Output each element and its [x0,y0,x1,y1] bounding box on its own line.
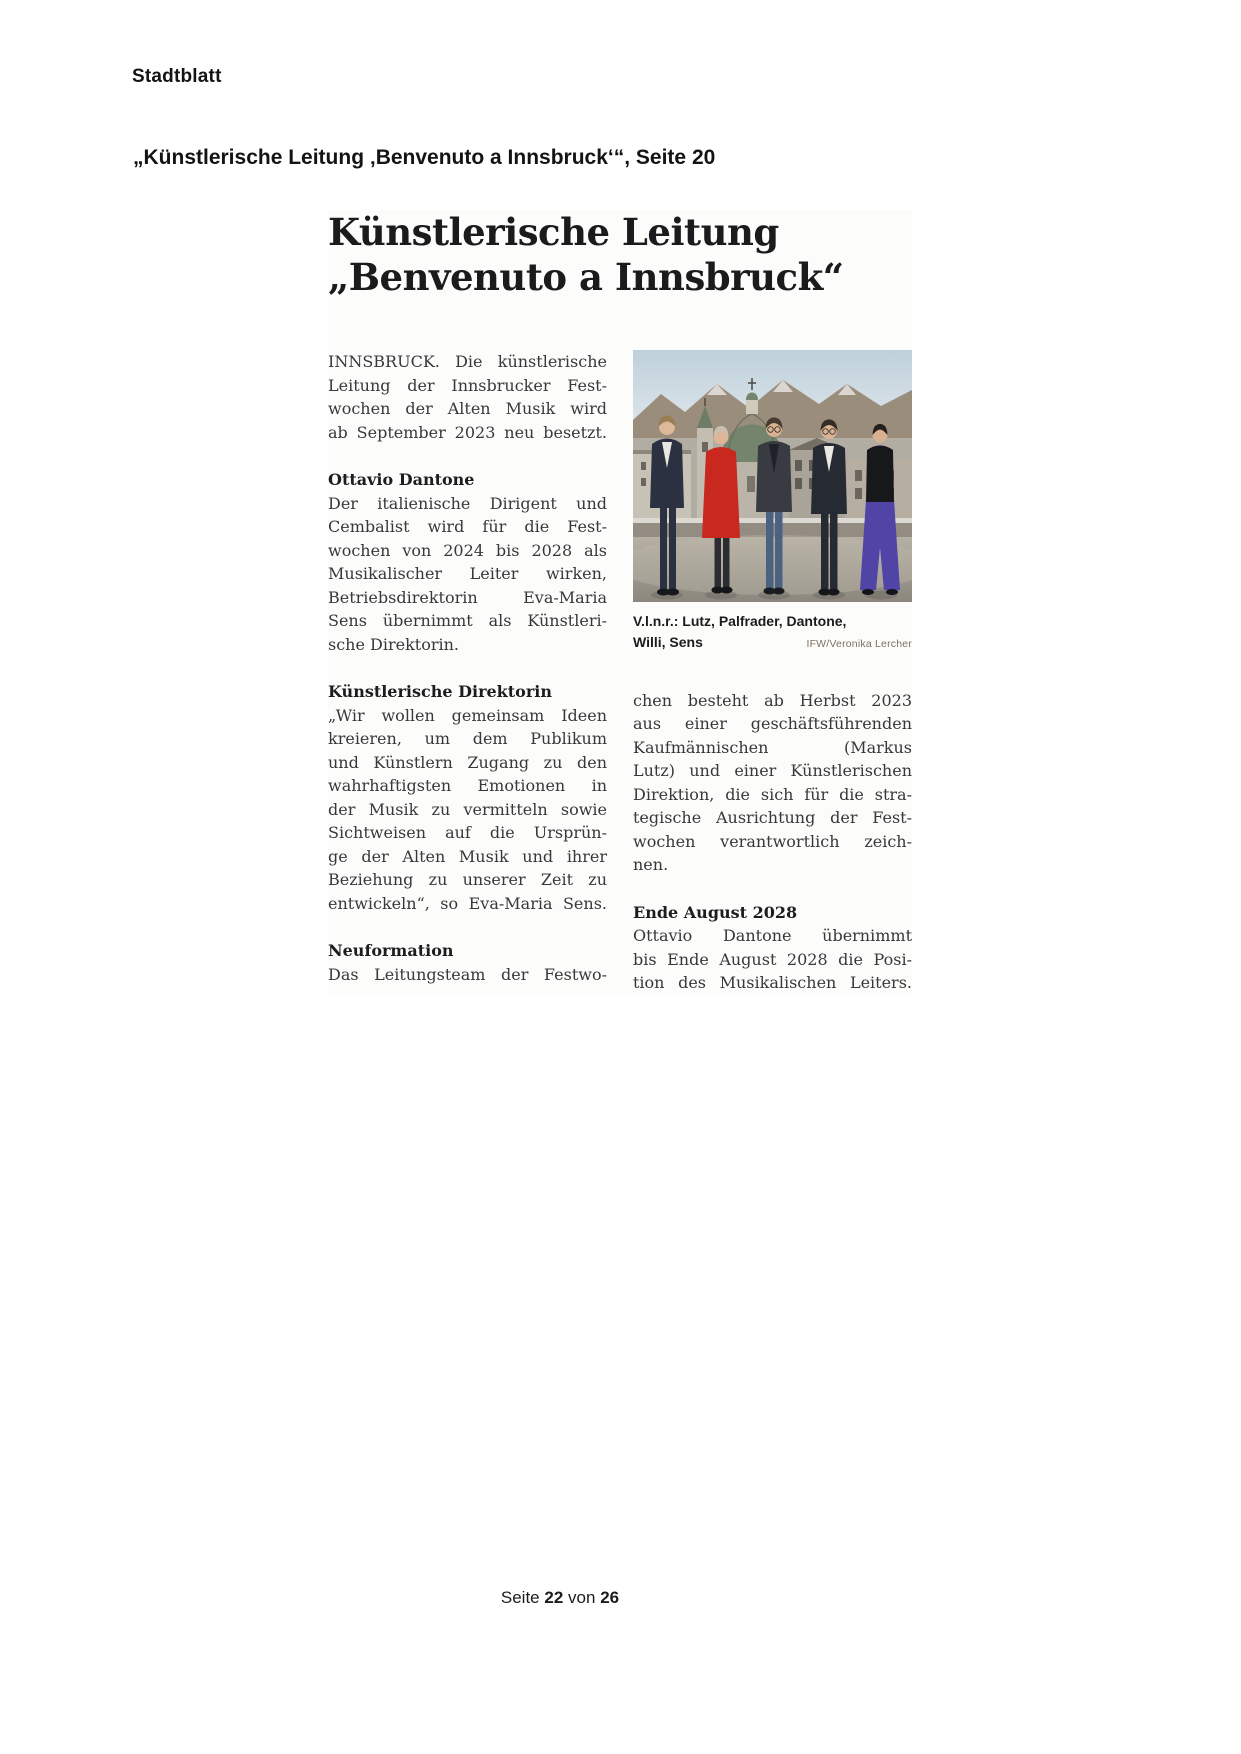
photo-caption-line1: V.l.n.r.: Lutz, Palfrader, Dantone, [633,613,847,629]
text-line: tegische Ausrichtung der Fest- [633,808,912,827]
text-line: wochen verantwortlich zeich- [633,831,912,851]
text-line: Ottavio Dantone übernimmt [633,926,912,945]
text-line: sche Direktorin. [328,634,460,654]
text-line: Der italienische Dirigent und [328,493,607,513]
intro-paragraph [328,350,607,444]
text-line: wochen der Alten Musik wird [328,399,607,418]
article-headline [328,210,912,300]
text-line: Leitung der Innsbrucker Fest- [328,375,607,395]
text-line: Kaufmännischen (Markus [633,737,912,757]
article-right-column [633,350,912,995]
text-line: Beziehung zu unserer Zeit zu [328,870,607,889]
text-line: Sichtweisen auf die Ursprün- [328,823,607,842]
text-line: wochen von 2024 bis 2028 als [328,540,607,560]
article-photo-figure [633,350,912,657]
section-paragraph [328,704,607,916]
photo-credit: IFW/Veronika Lercher [806,638,912,650]
photo-caption [633,611,912,657]
article-left-column [328,350,607,995]
news-clipping [328,210,912,995]
page-footer [0,1588,1120,1608]
continuation-paragraph [633,689,912,877]
text-line: ge der Alten Musik und ihrer [328,846,607,866]
text-line: „Wir wollen gemeinsam Ideen [328,705,607,725]
text-line: Musikalischer Leiter wirken, [328,564,607,583]
section-paragraph [328,963,607,987]
article-headline-line2: „Benvenuto a Innsbruck“ [328,255,844,299]
text-line: Lutz) und einer Künstlerischen [633,761,912,780]
text-line: der Musik zu vermitteln sowie [328,799,607,819]
text-line: aus einer geschäftsführenden [633,714,912,733]
section-heading-kuenstlerische-direktorin: Künstlerische Direktorin [328,682,552,701]
photo-caption-line2: Willi, Sens [633,634,703,650]
section-heading-ende-august-2028: Ende August 2028 [633,902,798,922]
text-line: entwickeln“, so Eva-Maria Sens. [328,893,607,913]
text-line: Direktion, die sich für die stra- [633,784,912,804]
text-line: wahrhaftigsten Emotionen in [328,776,607,795]
section-paragraph [328,492,607,657]
text-line: ab September 2023 neu besetzt. [328,422,607,442]
footer-page-total: 26 [600,1588,620,1607]
text-line: nen. [633,855,669,874]
section-paragraph [633,924,912,995]
text-line: Cembalist wird für die Fest- [328,517,607,536]
text-line: kreieren, um dem Publikum [328,729,607,748]
text-line: und Künstlern Zugang zu den [328,752,607,772]
document-heading: „Künstlerische Leitung ‚Benvenuto a Innsbruck‘“, Seite 20 [133,146,716,169]
footer-page-number: 22 [544,1588,564,1607]
text-line: tion des Musikalischen Leiters. [633,973,912,992]
section-heading-neuformation: Neuformation [328,941,454,960]
article-headline-line1: Künstlerische Leitung [328,210,779,254]
text-line: Sens übernimmt als Künstleri- [328,611,607,630]
text-line: chen besteht ab Herbst 2023 [633,690,912,710]
text-line: bis Ende August 2028 die Posi- [633,949,912,969]
footer-label-of: von [568,1588,596,1607]
text-line: Das Leitungsteam der Festwo- [328,964,607,984]
section-heading-ottavio-dantone: Ottavio Dantone [328,470,475,489]
footer-label-page: Seite [500,1588,540,1607]
text-line: Betriebsdirektorin Eva-Maria [328,587,607,607]
masthead: Stadtblatt [132,66,222,87]
article-columns [328,350,912,995]
group-photo-image [633,350,912,602]
text-line: INNSBRUCK. Die künstlerische [328,352,607,371]
